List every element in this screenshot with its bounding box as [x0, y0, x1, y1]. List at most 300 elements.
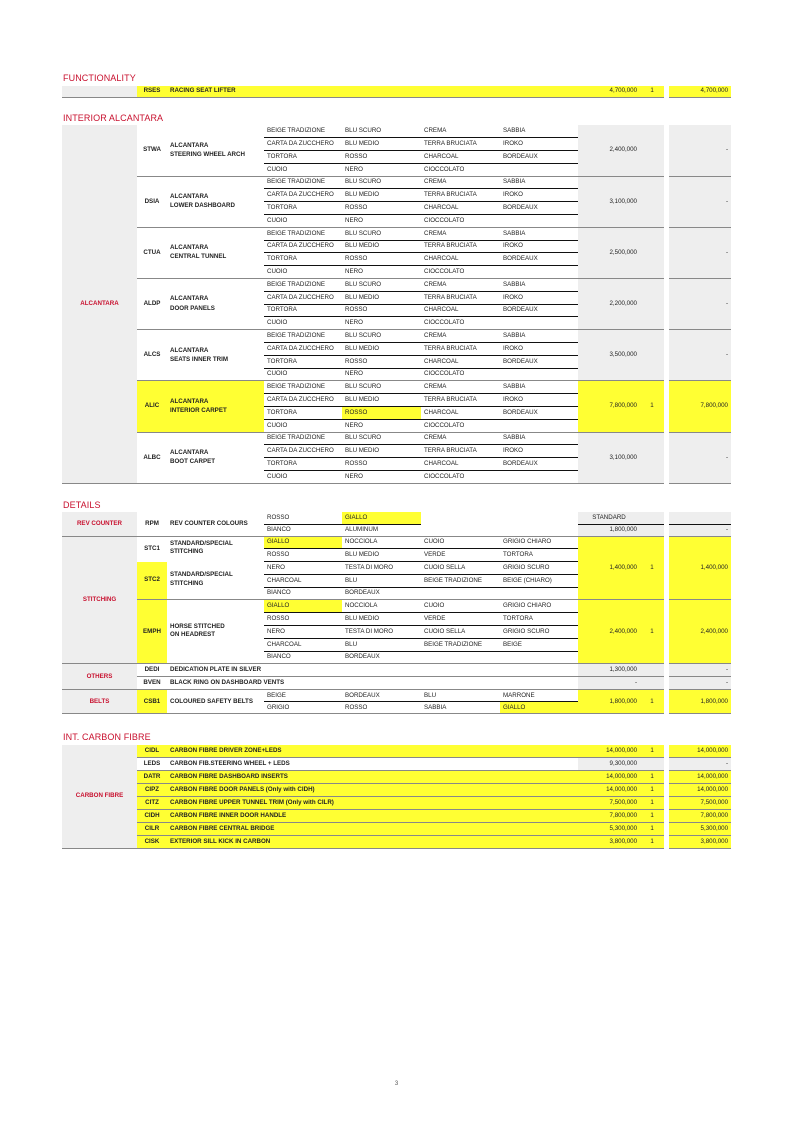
- colour-cell[interactable]: BORDEAUX: [500, 304, 578, 317]
- option-row-aldp[interactable]: [62, 279, 731, 292]
- option-qty: 1: [640, 86, 664, 97]
- option-total: 14,000,000: [669, 745, 731, 758]
- colour-cell[interactable]: NERO: [342, 163, 421, 176]
- colour-cell[interactable]: BORDEAUX: [500, 202, 578, 215]
- colour-cell[interactable]: BLU: [421, 690, 500, 702]
- option-qty: 1: [640, 690, 664, 714]
- colour-cell[interactable]: TORTORA: [264, 304, 342, 317]
- colour-cell[interactable]: CREMA: [421, 381, 500, 394]
- option-total: 7,800,000: [669, 381, 731, 432]
- colour-cell[interactable]: [421, 587, 500, 600]
- option-qty: 1: [640, 745, 664, 758]
- colour-cell[interactable]: GRIGIO: [264, 702, 342, 714]
- colour-cell[interactable]: CREMA: [421, 432, 500, 445]
- colour-cell[interactable]: CARTA DA ZUCCHERO: [264, 189, 342, 202]
- option-row-alic[interactable]: [62, 381, 731, 394]
- option-description: BLACK RING ON DASHBOARD VENTS: [167, 677, 578, 690]
- option-description-line: STANDARD/SPECIAL: [170, 571, 233, 579]
- option-row-cilr[interactable]: [62, 822, 731, 835]
- colour-cell[interactable]: BEIGE TRADIZIONE: [264, 227, 342, 240]
- colour-cell[interactable]: BIANCO: [264, 587, 342, 600]
- option-description-line: ALCANTARA: [170, 346, 209, 354]
- option-total: -: [669, 432, 731, 483]
- colour-cell[interactable]: TORTORA: [264, 253, 342, 266]
- option-price: 1,400,000: [578, 536, 640, 600]
- colour-cell[interactable]: CUOIO: [421, 536, 500, 549]
- option-code: DSIA: [137, 176, 167, 227]
- colour-cell[interactable]: BEIGE TRADIZIONE: [264, 176, 342, 189]
- colour-cell[interactable]: BEIGE TRADIZIONE: [421, 638, 500, 651]
- colour-cell[interactable]: TERRA BRUCIATA: [421, 343, 500, 356]
- option-description: [167, 536, 264, 562]
- colour-cell[interactable]: [500, 368, 578, 381]
- option-qty: [640, 279, 664, 330]
- colour-cell[interactable]: CHARCOAL: [421, 458, 500, 471]
- colour-cell[interactable]: CHARCOAL: [421, 202, 500, 215]
- option-description-line: STITCHING: [170, 548, 204, 556]
- colour-cell[interactable]: [500, 317, 578, 330]
- option-description: CARBON FIBRE DOOR PANELS (Only with CIDH): [167, 784, 578, 797]
- option-code: CSB1: [137, 690, 167, 714]
- colour-cell[interactable]: CUOIO SELLA: [421, 626, 500, 639]
- colour-cell[interactable]: GRIGIO CHIARO: [500, 600, 578, 613]
- option-qty: 1: [640, 536, 664, 600]
- option-price: 7,500,000: [578, 797, 640, 810]
- colour-cell[interactable]: BLU MEDIO: [342, 291, 421, 304]
- colour-cell[interactable]: CIOCCOLATO: [421, 419, 500, 432]
- colour-cell[interactable]: ALUMINUM: [342, 524, 421, 536]
- colour-cell[interactable]: CARTA DA ZUCCHERO: [264, 138, 342, 151]
- option-total: -: [669, 677, 731, 690]
- group-label-rev-counter: REV COUNTER: [62, 512, 137, 536]
- colour-cell[interactable]: [500, 266, 578, 279]
- colour-cell[interactable]: BEIGE: [500, 638, 578, 651]
- colour-cell[interactable]: IROKO: [500, 138, 578, 151]
- option-qty: [640, 125, 664, 176]
- section-title-interior-alcantara: INTERIOR ALCANTARA: [63, 113, 164, 123]
- option-row-ctua[interactable]: [62, 227, 731, 240]
- option-code: ALBC: [137, 432, 167, 483]
- colour-cell[interactable]: BLU MEDIO: [342, 343, 421, 356]
- option-code: CIDL: [137, 745, 167, 758]
- option-row-citz[interactable]: [62, 797, 731, 810]
- option-row-albc[interactable]: [62, 432, 731, 445]
- colour-cell[interactable]: ROSSO: [342, 355, 421, 368]
- colour-cell[interactable]: BLU SCURO: [342, 176, 421, 189]
- option-description: COLOURED SAFETY BELTS: [167, 690, 264, 714]
- option-description-line: STANDARD/SPECIAL: [170, 539, 233, 547]
- colour-cell[interactable]: BORDEAUX: [342, 651, 421, 664]
- colour-cell[interactable]: [500, 215, 578, 228]
- option-row-bven[interactable]: [62, 677, 731, 690]
- option-description-line: ALCANTARA: [170, 397, 209, 405]
- colour-cell[interactable]: TORTORA: [500, 613, 578, 626]
- colour-cell[interactable]: BLU MEDIO: [342, 240, 421, 253]
- option-code: CITZ: [137, 797, 167, 810]
- colour-cell[interactable]: CIOCCOLATO: [421, 163, 500, 176]
- colour-cell[interactable]: CUOIO: [264, 368, 342, 381]
- colour-cell[interactable]: BLU MEDIO: [342, 445, 421, 458]
- colour-cell[interactable]: ROSSO: [342, 458, 421, 471]
- colour-cell[interactable]: BEIGE TRADIZIONE: [264, 432, 342, 445]
- option-total: -: [669, 125, 731, 176]
- option-code: DEDI: [137, 664, 167, 677]
- option-total: -: [669, 176, 731, 227]
- colour-cell[interactable]: CARTA DA ZUCCHERO: [264, 343, 342, 356]
- colour-cell[interactable]: BLU SCURO: [342, 381, 421, 394]
- colour-cell[interactable]: BEIGE TRADIZIONE: [264, 279, 342, 292]
- colour-cell[interactable]: BEIGE: [264, 690, 342, 702]
- colour-cell[interactable]: CREMA: [421, 227, 500, 240]
- option-price: 7,800,000: [578, 809, 640, 822]
- colour-cell[interactable]: SABBIA: [500, 330, 578, 343]
- colour-cell[interactable]: NERO: [342, 368, 421, 381]
- option-qty: 1: [640, 809, 664, 822]
- option-row-emph[interactable]: [62, 600, 731, 613]
- section-title-carbon-fibre: INT. CARBON FIBRE: [63, 732, 151, 742]
- colour-cell[interactable]: TORTORA: [264, 458, 342, 471]
- colour-cell[interactable]: NERO: [342, 471, 421, 484]
- option-description: [167, 600, 264, 664]
- colour-cell[interactable]: IROKO: [500, 291, 578, 304]
- colour-cell[interactable]: CHARCOAL: [264, 638, 342, 651]
- colour-cell[interactable]: ROSSO: [264, 549, 342, 562]
- option-code: EMPH: [137, 600, 167, 664]
- option-price: 4,700,000: [578, 86, 640, 97]
- option-row-rpm[interactable]: [62, 512, 731, 524]
- colour-cell[interactable]: BLU: [342, 574, 421, 587]
- colour-cell-selected[interactable]: ROSSO: [342, 407, 421, 420]
- option-row-cipz[interactable]: [62, 784, 731, 797]
- colour-cell[interactable]: BORDEAUX: [500, 151, 578, 164]
- option-total: -: [669, 524, 731, 536]
- colour-cell[interactable]: NERO: [264, 562, 342, 575]
- option-total: 14,000,000: [669, 784, 731, 797]
- colour-cell[interactable]: NOCCIOLA: [342, 536, 421, 549]
- option-description: REV COUNTER COLOURS: [167, 512, 264, 536]
- colour-cell[interactable]: ROSSO: [264, 512, 342, 524]
- option-qty: [640, 330, 664, 381]
- colour-cell[interactable]: BLU SCURO: [342, 432, 421, 445]
- option-code: CISK: [137, 835, 167, 848]
- page-number: 3: [394, 1081, 399, 1087]
- option-total: 3,800,000: [669, 835, 731, 848]
- colour-cell-selected[interactable]: GIALLO: [342, 512, 421, 524]
- colour-cell[interactable]: CHARCOAL: [264, 574, 342, 587]
- colour-cell[interactable]: CHARCOAL: [421, 355, 500, 368]
- option-description-line: STITCHING: [170, 579, 204, 587]
- option-code: CIDH: [137, 809, 167, 822]
- option-qty: 1: [640, 771, 664, 784]
- option-total: 4,700,000: [669, 86, 731, 97]
- details-table: [62, 512, 731, 714]
- colour-cell[interactable]: [421, 651, 500, 664]
- colour-cell[interactable]: BEIGE TRADIZIONE: [264, 125, 342, 138]
- option-price: 14,000,000: [578, 771, 640, 784]
- colour-cell[interactable]: BEIGE (CHIARO): [500, 574, 578, 587]
- option-total: 7,500,000: [669, 797, 731, 810]
- option-total: -: [669, 227, 731, 278]
- colour-cell[interactable]: BLU SCURO: [342, 125, 421, 138]
- colour-cell[interactable]: TERRA BRUCIATA: [421, 291, 500, 304]
- colour-cell[interactable]: [500, 419, 578, 432]
- option-row-alcs[interactable]: [62, 330, 731, 343]
- colour-cell[interactable]: SABBIA: [500, 125, 578, 138]
- section-title-details: DETAILS: [63, 500, 101, 510]
- colour-cell-selected[interactable]: GIALLO: [264, 600, 342, 613]
- colour-cell[interactable]: SABBIA: [500, 279, 578, 292]
- colour-cell[interactable]: CIOCCOLATO: [421, 368, 500, 381]
- option-price: 2,400,000: [578, 600, 640, 664]
- option-description-line: ALCANTARA: [170, 244, 209, 252]
- colour-cell-selected[interactable]: GIALLO: [500, 702, 578, 714]
- colour-cell[interactable]: BORDEAUX: [500, 407, 578, 420]
- colour-cell[interactable]: BLU MEDIO: [342, 394, 421, 407]
- option-price: 1,800,000: [578, 524, 640, 536]
- colour-cell[interactable]: TERRA BRUCIATA: [421, 445, 500, 458]
- colour-cell[interactable]: CARTA DA ZUCCHERO: [264, 394, 342, 407]
- colour-cell[interactable]: IROKO: [500, 189, 578, 202]
- colour-cell[interactable]: CARTA DA ZUCCHERO: [264, 445, 342, 458]
- option-total: 7,800,000: [669, 809, 731, 822]
- colour-cell[interactable]: GRIGIO SCURO: [500, 626, 578, 639]
- colour-cell[interactable]: NERO: [342, 266, 421, 279]
- group-label-belts: BELTS: [62, 690, 137, 714]
- option-price: -: [578, 677, 640, 690]
- group-label-stitching: STITCHING: [62, 536, 137, 664]
- colour-cell[interactable]: IROKO: [500, 343, 578, 356]
- colour-cell[interactable]: BLU MEDIO: [342, 138, 421, 151]
- colour-cell[interactable]: CUOIO: [421, 600, 500, 613]
- colour-cell[interactable]: BLU SCURO: [342, 330, 421, 343]
- colour-cell[interactable]: CHARCOAL: [421, 304, 500, 317]
- option-price: 5,300,000: [578, 822, 640, 835]
- colour-cell[interactable]: IROKO: [500, 445, 578, 458]
- colour-cell[interactable]: BLU MEDIO: [342, 189, 421, 202]
- colour-cell[interactable]: GRIGIO SCURO: [500, 562, 578, 575]
- colour-cell[interactable]: [500, 163, 578, 176]
- option-row-stwa[interactable]: [62, 125, 731, 138]
- option-price: 7,800,000: [578, 381, 640, 432]
- colour-cell[interactable]: ROSSO: [342, 304, 421, 317]
- colour-cell[interactable]: CARTA DA ZUCCHERO: [264, 240, 342, 253]
- colour-cell[interactable]: VERDE: [421, 613, 500, 626]
- colour-cell[interactable]: TERRA BRUCIATA: [421, 138, 500, 151]
- option-total: 2,400,000: [669, 600, 731, 664]
- colour-cell[interactable]: SABBIA: [500, 227, 578, 240]
- colour-cell[interactable]: BEIGE TRADIZIONE: [264, 330, 342, 343]
- option-price: 3,800,000: [578, 835, 640, 848]
- colour-cell[interactable]: CIOCCOLATO: [421, 215, 500, 228]
- option-price: 14,000,000: [578, 784, 640, 797]
- option-row-dsia[interactable]: [62, 176, 731, 189]
- option-qty: 1: [640, 822, 664, 835]
- colour-cell[interactable]: CHARCOAL: [421, 253, 500, 266]
- colour-cell[interactable]: IROKO: [500, 240, 578, 253]
- colour-cell[interactable]: TESTA DI MORO: [342, 626, 421, 639]
- colour-cell[interactable]: [500, 651, 578, 664]
- option-description: CARBON FIBRE CENTRAL BRIDGE: [167, 822, 578, 835]
- option-description-line: LOWER DASHBOARD: [170, 202, 235, 210]
- option-row-csb1[interactable]: [62, 690, 731, 702]
- colour-cell[interactable]: CARTA DA ZUCCHERO: [264, 291, 342, 304]
- option-description-line: BOOT CARPET: [170, 458, 216, 466]
- option-description-line: HORSE STITCHED: [170, 622, 225, 630]
- colour-cell[interactable]: CUOIO SELLA: [421, 562, 500, 575]
- colour-cell[interactable]: SABBIA: [500, 176, 578, 189]
- option-description-line: ALCANTARA: [170, 141, 209, 149]
- colour-cell[interactable]: BLU MEDIO: [342, 613, 421, 626]
- colour-cell-selected[interactable]: GIALLO: [264, 536, 342, 549]
- option-row-stc1[interactable]: [62, 536, 731, 549]
- option-description: CARBON FIBRE DRIVER ZONE+LEDS: [167, 745, 578, 758]
- colour-cell[interactable]: ROSSO: [264, 613, 342, 626]
- colour-cell[interactable]: NOCCIOLA: [342, 600, 421, 613]
- colour-cell[interactable]: MARRONE: [500, 690, 578, 702]
- colour-cell[interactable]: BORDEAUX: [500, 253, 578, 266]
- option-row-dedi[interactable]: [62, 664, 731, 677]
- colour-cell[interactable]: CHARCOAL: [421, 151, 500, 164]
- option-row-leds[interactable]: [62, 758, 731, 771]
- option-price: 2,500,000: [578, 227, 640, 278]
- colour-cell[interactable]: CREMA: [421, 330, 500, 343]
- colour-cell[interactable]: TORTORA: [264, 407, 342, 420]
- colour-cell[interactable]: CREMA: [421, 125, 500, 138]
- section-title-functionality: FUNCTIONALITY: [63, 73, 136, 83]
- colour-cell[interactable]: IROKO: [500, 394, 578, 407]
- colour-cell[interactable]: CUOIO: [264, 266, 342, 279]
- option-price: 3,100,000: [578, 176, 640, 227]
- colour-cell[interactable]: BEIGE TRADIZIONE: [264, 381, 342, 394]
- option-qty: [640, 432, 664, 483]
- colour-cell[interactable]: CUOIO: [264, 317, 342, 330]
- colour-cell[interactable]: TORTORA: [264, 202, 342, 215]
- colour-cell[interactable]: ROSSO: [342, 253, 421, 266]
- colour-cell[interactable]: TORTORA: [500, 549, 578, 562]
- colour-cell[interactable]: GRIGIO CHIARO: [500, 536, 578, 549]
- option-price: 14,000,000: [578, 745, 640, 758]
- colour-cell[interactable]: VERDE: [421, 549, 500, 562]
- option-description-line: CENTRAL TUNNEL: [170, 253, 227, 261]
- option-qty: [640, 227, 664, 278]
- colour-cell[interactable]: CUOIO: [264, 215, 342, 228]
- option-description-line: STEERING WHEEL ARCH: [170, 150, 245, 158]
- colour-cell[interactable]: BIANCO: [264, 524, 342, 536]
- option-qty: 1: [640, 381, 664, 432]
- option-total: -: [669, 758, 731, 771]
- option-code: CTUA: [137, 227, 167, 278]
- option-description: CARBON FIBRE UPPER TUNNEL TRIM (Only with CILR): [167, 797, 578, 810]
- colour-cell[interactable]: CIOCCOLATO: [421, 266, 500, 279]
- option-description-line: ALCANTARA: [170, 193, 209, 201]
- option-description: [167, 562, 264, 600]
- option-total: 1,800,000: [669, 690, 731, 714]
- group-label-alcantara: ALCANTARA: [62, 125, 137, 483]
- option-code: LEDS: [137, 758, 167, 771]
- colour-cell[interactable]: BLU SCURO: [342, 227, 421, 240]
- option-description: [167, 125, 264, 176]
- colour-cell[interactable]: TERRA BRUCIATA: [421, 240, 500, 253]
- standard-label: STANDARD: [578, 512, 640, 524]
- option-row-datr[interactable]: [62, 771, 731, 784]
- colour-cell[interactable]: SABBIA: [500, 432, 578, 445]
- option-price: 9,300,000: [578, 758, 640, 771]
- colour-cell[interactable]: CUOIO: [264, 163, 342, 176]
- option-total: -: [669, 330, 731, 381]
- colour-cell[interactable]: CHARCOAL: [421, 407, 500, 420]
- colour-cell[interactable]: BORDEAUX: [342, 690, 421, 702]
- option-code: STWA: [137, 125, 167, 176]
- colour-cell[interactable]: NERO: [342, 215, 421, 228]
- colour-cell[interactable]: CIOCCOLATO: [421, 471, 500, 484]
- option-code: DATR: [137, 771, 167, 784]
- option-row-rses[interactable]: [62, 86, 731, 97]
- colour-cell[interactable]: CREMA: [421, 279, 500, 292]
- option-code: ALDP: [137, 279, 167, 330]
- colour-cell[interactable]: BLU MEDIO: [342, 549, 421, 562]
- colour-cell[interactable]: CUOIO: [264, 419, 342, 432]
- option-description: [167, 279, 264, 330]
- colour-cell[interactable]: BIANCO: [264, 651, 342, 664]
- group-label-others: OTHERS: [62, 664, 137, 690]
- group-label-carbon-fibre: CARBON FIBRE: [62, 745, 137, 848]
- colour-cell[interactable]: ROSSO: [342, 202, 421, 215]
- option-description: [167, 381, 264, 432]
- colour-cell[interactable]: NERO: [342, 317, 421, 330]
- colour-cell[interactable]: NERO: [342, 419, 421, 432]
- colour-cell[interactable]: ROSSO: [342, 151, 421, 164]
- option-description: EXTERIOR SILL KICK IN CARBON: [167, 835, 578, 848]
- colour-cell[interactable]: SABBIA: [500, 381, 578, 394]
- colour-cell[interactable]: BLU: [342, 638, 421, 651]
- colour-cell[interactable]: BEIGE TRADIZIONE: [421, 574, 500, 587]
- alcantara-table: [62, 125, 731, 484]
- colour-cell[interactable]: CREMA: [421, 176, 500, 189]
- functionality-table: [62, 86, 731, 98]
- colour-cell[interactable]: [500, 471, 578, 484]
- colour-cell[interactable]: [500, 587, 578, 600]
- carbon-table: [62, 745, 731, 849]
- option-row-cisk[interactable]: [62, 835, 731, 848]
- option-code: STC1: [144, 544, 160, 552]
- option-description-line: DOOR PANELS: [170, 304, 215, 312]
- option-row-cidl[interactable]: [62, 745, 731, 758]
- option-description-line: SEATS INNER TRIM: [170, 355, 228, 363]
- option-description: [167, 432, 264, 483]
- option-code: BVEN: [137, 677, 167, 690]
- colour-cell[interactable]: BORDEAUX: [500, 355, 578, 368]
- colour-cell[interactable]: SABBIA: [421, 702, 500, 714]
- colour-cell[interactable]: BORDEAUX: [342, 587, 421, 600]
- colour-cell[interactable]: NERO: [264, 626, 342, 639]
- colour-cell[interactable]: CIOCCOLATO: [421, 317, 500, 330]
- option-description-line: ALCANTARA: [170, 295, 209, 303]
- option-description-line: ALCANTARA: [170, 449, 209, 457]
- option-code: RPM: [137, 512, 167, 536]
- option-description: CARBON FIB.STEERING WHEEL + LEDS: [167, 758, 578, 771]
- colour-cell[interactable]: ROSSO: [342, 702, 421, 714]
- colour-cell[interactable]: CUOIO: [264, 471, 342, 484]
- colour-cell[interactable]: BLU SCURO: [342, 279, 421, 292]
- option-row-cidh[interactable]: [62, 809, 731, 822]
- colour-cell[interactable]: TERRA BRUCIATA: [421, 189, 500, 202]
- colour-cell[interactable]: TORTORA: [264, 355, 342, 368]
- colour-cell[interactable]: TERRA BRUCIATA: [421, 394, 500, 407]
- colour-cell[interactable]: BORDEAUX: [500, 458, 578, 471]
- colour-cell[interactable]: TORTORA: [264, 151, 342, 164]
- option-qty: 1: [640, 797, 664, 810]
- colour-cell[interactable]: TESTA DI MORO: [342, 562, 421, 575]
